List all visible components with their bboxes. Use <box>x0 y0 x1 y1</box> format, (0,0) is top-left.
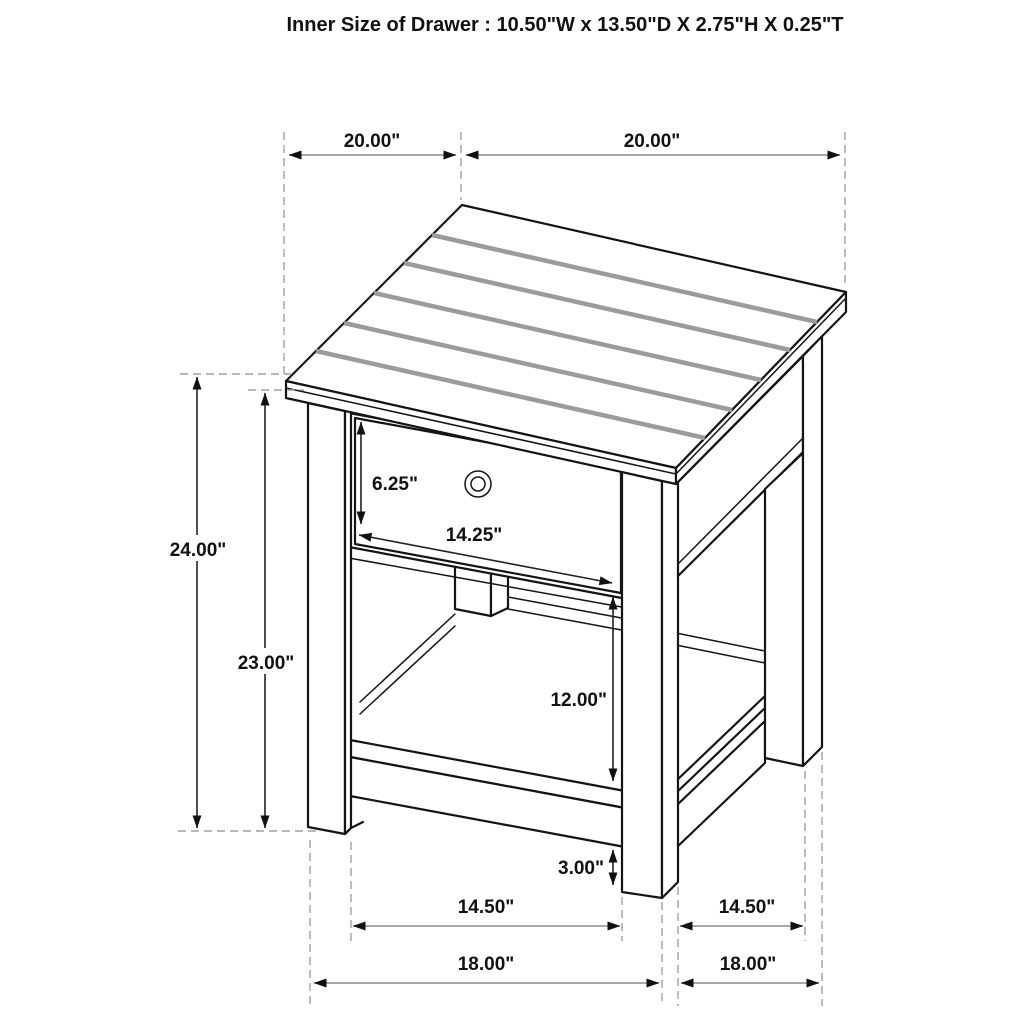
dim-label-inner-span-front: 14.50" <box>457 897 515 918</box>
front-leg <box>622 465 678 898</box>
left-leg-side-face <box>345 406 351 834</box>
dimension-heights <box>162 374 320 831</box>
left-leg-front-face <box>308 403 345 834</box>
front-leg-front-face <box>622 472 662 898</box>
dim-label-base-depth: 18.00" <box>719 954 777 975</box>
dim-label-top-width: 20.00" <box>343 131 401 152</box>
dim-label-overall-height: 24.00" <box>169 540 227 561</box>
right-leg-side-face <box>803 336 822 766</box>
dim-label-top-depth: 20.00" <box>623 131 681 152</box>
dim-label-inner-span-side: 14.50" <box>718 897 776 918</box>
table-drawing <box>286 205 846 898</box>
dim-label-drawer-width: 14.25" <box>445 525 503 546</box>
back-rail-edge <box>508 597 627 619</box>
left-apron-inner-edge <box>360 626 455 714</box>
dim-label-under-top-height: 23.00" <box>237 653 295 674</box>
dim-label-drawer-height: 6.25" <box>372 474 418 495</box>
dim-label-shelf-clearance: 12.00" <box>550 690 607 711</box>
left-apron-inner-edge <box>360 614 455 702</box>
front-leg-side-face <box>662 465 678 898</box>
shelf <box>350 740 625 847</box>
diagram-title: Inner Size of Drawer : 10.50"W x 13.50"D X 2.75"H X 0.25"T <box>286 14 844 36</box>
back-rail-edge <box>508 609 627 631</box>
dim-label-base-width: 18.00" <box>457 954 515 975</box>
right-leg-front-face <box>765 453 803 766</box>
dim-label-bottom-clearance: 3.00" <box>558 858 604 879</box>
